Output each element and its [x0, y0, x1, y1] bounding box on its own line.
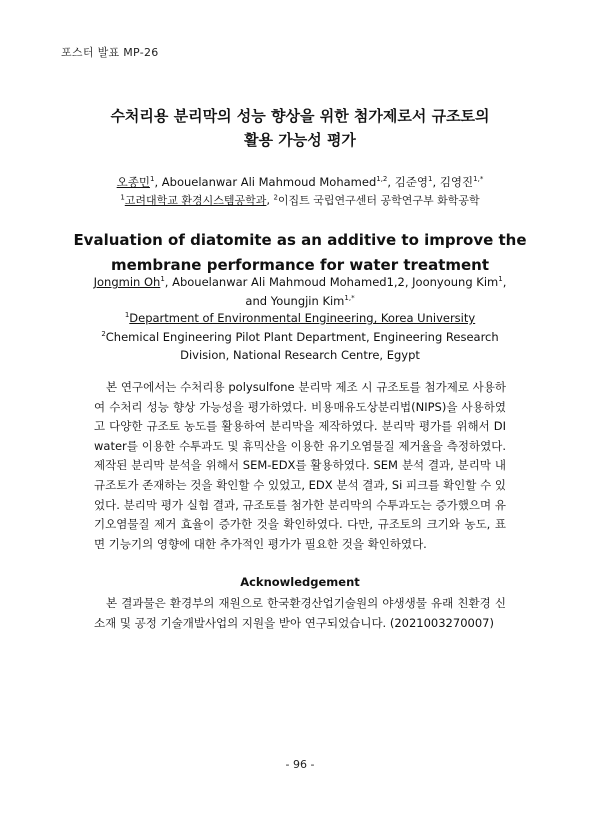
english-affiliation-1-text: Department of Environmental Engineering, Korea University	[129, 311, 476, 325]
acknowledgement-body: 본 결과물은 환경부의 재원으로 한국환경산업기술원의 야생생물 유래 친환경 신소재 및 공정 기술개발사업의 지원을 받아 연구되었습니다. (2021003270007)	[94, 596, 506, 630]
acknowledgement-heading: Acknowledgement	[240, 575, 360, 589]
affil-sup: 2	[273, 193, 278, 202]
english-affiliation-1	[0, 309, 600, 327]
affil-sup: 1	[120, 193, 125, 202]
english-title	[0, 228, 600, 278]
korean-author-name: Abouelanwar Ali Mahmoud Mohamed	[161, 175, 377, 189]
english-authors	[88, 273, 512, 311]
author-sup: 1	[428, 175, 433, 184]
korean-author-name: 김준영	[394, 175, 429, 189]
korean-author-name: 오종민	[116, 175, 150, 189]
author-sup: 1	[150, 175, 155, 184]
abstract-body: 본 연구에서는 수처리용 polysulfone 분리막 제조 시 규조토를 첨가제로 사용하여 수처리 성능 향상 가능성을 평가하였다. 비용매유도상분리법(NIPS)을 사용하였고 다양한 규조토 농도를 활용하여 분리막을 제작하였다. 분리막 평가를 위해서 DI water를 이용한 수투과도 및 휴믹산을 이용한 유기오염물질 제거율을 측정하였다. 제작된 분리막 분석을 위해서 SEM-EDX를 활용하였다. SEM 분석 결과, 분리막 내 규조토가 존재하는 것을 확인할 수 있었고, EDX 분석 결과, Si 피크를 확인할 수 있었다. 분리막 평가 실험 결과, 규조토를 첨가한 분리막의 수투과도는 증가했으며 유기오염물질 제거 효율이 증가한 것을 확인하였다. 다만, 규조토의 크기와 농도, 표면 기능기의 영향에 대한 추가적인 평가가 필요한 것을 확인하였다.	[94, 380, 506, 551]
session-label: 포스터 발표 MP-26	[61, 46, 159, 59]
korean-title-line1: 수처리용 분리막의 성능 향상을 위한 첨가제로서 규조토의	[110, 107, 490, 125]
english-author-2: , Abouelanwar Ali Mahmoud Mohamed1,2, Joonyoung Kim	[164, 275, 499, 289]
korean-title	[0, 104, 600, 152]
author-sup: 1	[160, 275, 165, 284]
english-affiliation-2	[88, 328, 512, 364]
english-title-line2: membrane performance for water treatment	[110, 256, 490, 274]
page-number: - 96 -	[285, 758, 315, 771]
author-sup: 1,2	[376, 175, 388, 184]
korean-title-line2: 활용 가능성 평가	[244, 131, 356, 149]
korean-authors: 오종민$^1$, Abouelanwar Ali Mahmoud Mohamed$^{1,2}$, 김준영$^1$, 김영진$^{1,*}$	[116, 175, 484, 189]
english-title-line1: Evaluation of diatomite as an additive to improve the	[73, 231, 527, 249]
korean-affiliation-1: 고려대학교 환경시스템공학과	[124, 194, 267, 207]
author-sup: 1	[498, 275, 503, 284]
english-author-1: Jongmin Oh	[93, 275, 161, 289]
author-sup: 1,*	[344, 294, 355, 303]
korean-affiliation-2: 이집트 국립연구센터 공학연구부 화학공학	[277, 194, 480, 207]
affil-sup: 1	[124, 311, 130, 320]
affil-sup: 2	[101, 330, 106, 339]
english-author-4: Youngjin Kim	[270, 294, 345, 308]
english-author-and: , and	[245, 275, 507, 308]
korean-affiliations: $^1$고려대학교 환경시스템공학과, $^2$이집트 국립연구센터 공학연구부 화학공학	[120, 193, 480, 207]
author-sup: 1,*	[473, 175, 484, 184]
english-affiliation-2-text: Chemical Engineering Pilot Plant Department, Engineering Research Division, National Research Centre, Egypt	[105, 330, 499, 362]
korean-author-name: 김영진	[439, 175, 474, 189]
